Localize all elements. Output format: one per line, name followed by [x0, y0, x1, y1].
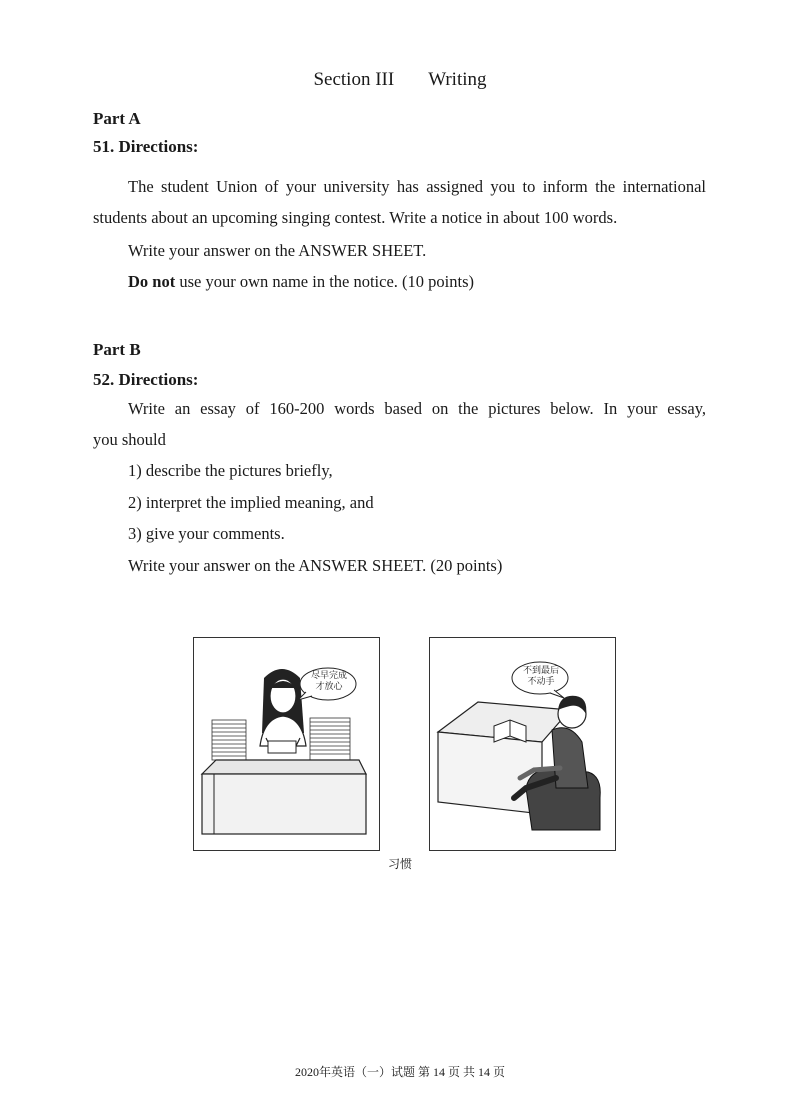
right-speech-bubble	[519, 666, 563, 688]
part-a-title: Part A	[93, 109, 141, 128]
section-label: Section III	[313, 69, 395, 90]
part-b-para1-line1: Write an essay of 160-200 words based on the pictures below. In your essay,	[128, 399, 706, 418]
part-a-para2: Write your answer on the ANSWER SHEET.	[128, 241, 427, 260]
right-bubble-line2: 不动手	[527, 677, 555, 687]
left-speech-bubble	[307, 671, 351, 693]
right-bubble-line1: 不到最后	[522, 666, 559, 676]
part-b-number: 52. Directions:	[93, 370, 199, 389]
left-bubble-line2: 才放心	[315, 682, 343, 692]
cartoon-left-illustration	[194, 638, 379, 850]
section-subject: Writing	[428, 69, 487, 90]
part-b-item-3: 3) give your comments.	[128, 524, 285, 543]
part-a-para3-bold: Do not	[128, 272, 176, 291]
part-a-para1-line1: The student Union of your university has assigned you to inform the international	[128, 177, 706, 196]
part-b-final: Write your answer on the ANSWER SHEET. (20 points)	[128, 556, 503, 575]
part-a-para3	[128, 272, 474, 292]
part-b-title: Part B	[93, 340, 141, 359]
cartoon-panel-left	[193, 637, 380, 851]
section-title	[0, 69, 800, 91]
part-a-para1-line2: students about an upcoming singing contest. Write a notice in about 100 words.	[93, 208, 618, 227]
part-b-item-2: 2) interpret the implied meaning, and	[128, 493, 374, 512]
part-b-item-1: 1) describe the pictures briefly,	[128, 461, 333, 480]
part-b-para1-line2: you should	[93, 430, 166, 449]
cartoon-panel-right	[429, 637, 616, 851]
left-bubble-line1: 尽早完成	[310, 671, 347, 681]
figure-caption: 习惯	[387, 857, 412, 871]
part-a-para3-rest: use your own name in the notice. (10 points)	[175, 272, 474, 291]
page-footer: 2020年英语（一）试题 第 14 页 共 14 页	[294, 1065, 505, 1079]
part-a-number: 51. Directions:	[93, 137, 199, 156]
